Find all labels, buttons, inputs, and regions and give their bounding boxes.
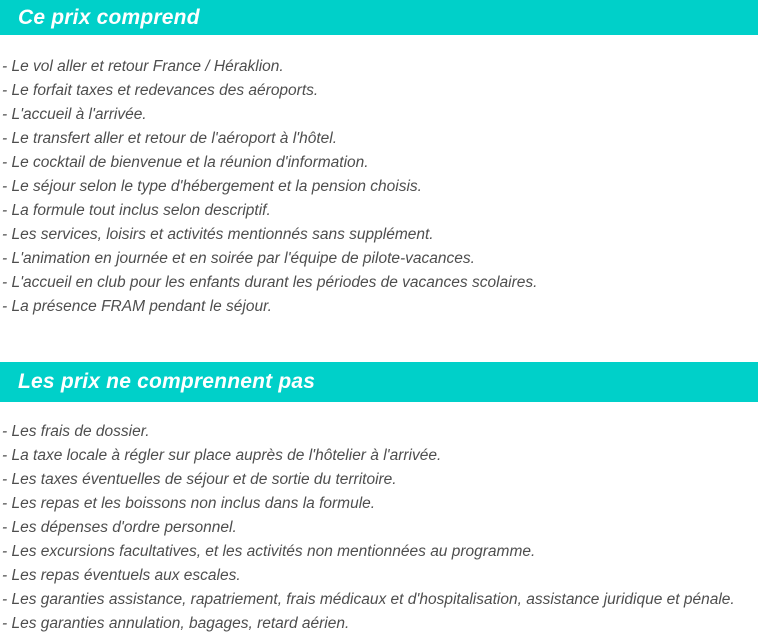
list-item: - Les garanties annulation, bagages, retard aérien.	[2, 615, 350, 632]
list-item: - Le vol aller et retour France / Héraklion.	[2, 58, 284, 75]
list-item: - Les excursions facultatives, et les activités non mentionnées au programme.	[2, 543, 536, 560]
section-header-price-excludes	[0, 362, 758, 402]
list-item: - Les repas et les boissons non inclus dans la formule.	[2, 495, 376, 512]
section-title-price-includes: Ce prix comprend	[18, 5, 200, 29]
price-excludes-list	[0, 402, 758, 636]
section-price-excludes	[0, 362, 758, 636]
list-item: - La taxe locale à régler sur place auprès de l'hôtelier à l'arrivée.	[2, 447, 442, 464]
list-item: - Les repas éventuels aux escales.	[2, 567, 241, 584]
list-item: - Les services, loisirs et activités mentionnés sans supplément.	[2, 226, 434, 243]
list-item: - Le cocktail de bienvenue et la réunion d'information.	[2, 154, 369, 171]
list-item: - Le transfert aller et retour de l'aéroport à l'hôtel.	[2, 130, 338, 147]
list-item: - L'accueil en club pour les enfants durant les périodes de vacances scolaires.	[2, 274, 538, 291]
list-item: - La présence FRAM pendant le séjour.	[2, 298, 272, 315]
list-item: - L'accueil à l'arrivée.	[2, 106, 147, 123]
list-item: - Les frais de dossier.	[2, 423, 150, 440]
section-title-price-excludes: Les prix ne comprennent pas	[18, 370, 316, 393]
list-item: - Le forfait taxes et redevances des aéroports.	[2, 82, 319, 99]
list-item: - Les taxes éventuelles de séjour et de sortie du territoire.	[2, 471, 397, 488]
list-item: - Les garanties assistance, rapatriement, frais médicaux et d'hospitalisation, assistance juridique et pénale.	[2, 591, 735, 608]
list-item: - La formule tout inclus selon descriptif.	[2, 202, 271, 219]
price-includes-list	[0, 35, 758, 319]
list-item: - Le séjour selon le type d'hébergement et la pension choisis.	[2, 178, 422, 195]
section-header-price-includes	[0, 0, 758, 35]
list-item: - Les dépenses d'ordre personnel.	[2, 519, 237, 536]
list-item: - L'animation en journée et en soirée par l'équipe de pilote-vacances.	[2, 250, 475, 267]
